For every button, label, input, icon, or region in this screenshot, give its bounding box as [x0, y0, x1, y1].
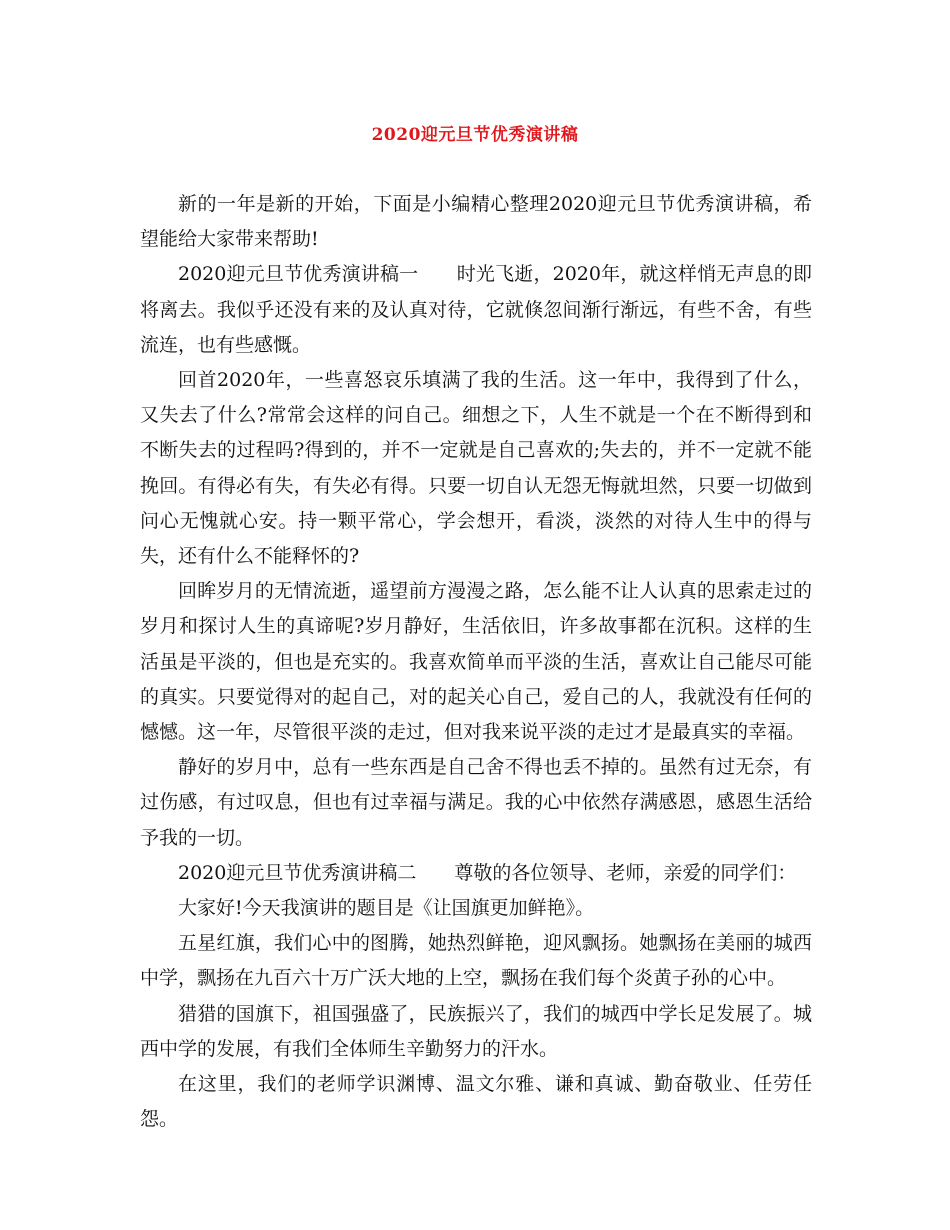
paragraph-intro: 新的一年是新的开始，下面是小编精心整理2020迎元旦节优秀演讲稿，希望能给大家带来帮助! — [140, 193, 812, 251]
paragraph-speech-two-opening: 2020迎元旦节优秀演讲稿二 尊敬的各位领导、老师，亲爱的同学们： — [178, 861, 797, 884]
paragraph-years-passing: 回眸岁月的无情流逝，遥望前方漫漫之路，怎么能不让人认真的思索走过的岁月和探讨人生的真谛呢?岁月静好，生活依旧，许多故事都在沉积。这样的生活虽是平淡的，但也是充实的。我喜欢简单而平淡的生活，喜欢让自己能尽可能的真实。只要觉得对的起自己，对的起关心自己，爱自己的人，我就没有任何的憾憾。这一年，尽管很平淡的走过，但对我来说平淡的走过才是最真实的幸福。 — [140, 580, 812, 744]
document-body — [140, 187, 812, 1137]
paragraph-looking-back: 回首2020年，一些喜怒哀乐填满了我的生活。这一年中，我得到了什么，又失去了什么?常常会这样的问自己。细想之下，人生不就是一个在不断得到和不断失去的过程吗?得到的，并不一定就是自己喜欢的;失去的，并不一定就不能挽回。有得必有失，有失必有得。只要一切自认无怨无悔就坦然，只要一切做到问心无愧就心安。持一颗平常心，学会想开，看淡，淡然的对待人生中的得与失，还有什么不能释怀的? — [140, 369, 812, 568]
paragraph-school-development: 猎猎的国旗下，祖国强盛了，民族振兴了，我们的城西中学长足发展了。城西中学的发展，有我们全体师生辛勤努力的汗水。 — [140, 1002, 812, 1060]
paragraph-speech-one-opening: 2020迎元旦节优秀演讲稿一 时光飞逝，2020年，就这样悄无声息的即将离去。我似乎还没有来的及认真对待，它就倏忽间渐行渐远，有些不舍，有些流连，也有些感慨。 — [140, 263, 812, 356]
paragraph-quiet-years: 静好的岁月中，总有一些东西是自己舍不得也丢不掉的。虽然有过无奈，有过伤感，有过叹息，但也有过幸福与满足。我的心中依然存满感恩，感恩生活给予我的一切。 — [140, 756, 812, 849]
document-title: 2020迎元旦节优秀演讲稿 — [371, 125, 579, 145]
paragraph-greeting: 大家好!今天我演讲的题目是《让国旗更加鲜艳》。 — [178, 897, 595, 920]
paragraph-teachers: 在这里，我们的老师学识渊博、温文尔雅、谦和真诚、勤奋敬业、任劳任怨。 — [140, 1073, 812, 1131]
paragraph-five-star-flag: 五星红旗，我们心中的图腾，她热烈鲜艳，迎风飘扬。她飘扬在美丽的城西中学，飘扬在九百六十万广沃大地的上空，飘扬在我们每个炎黄子孙的心中。 — [140, 932, 812, 990]
